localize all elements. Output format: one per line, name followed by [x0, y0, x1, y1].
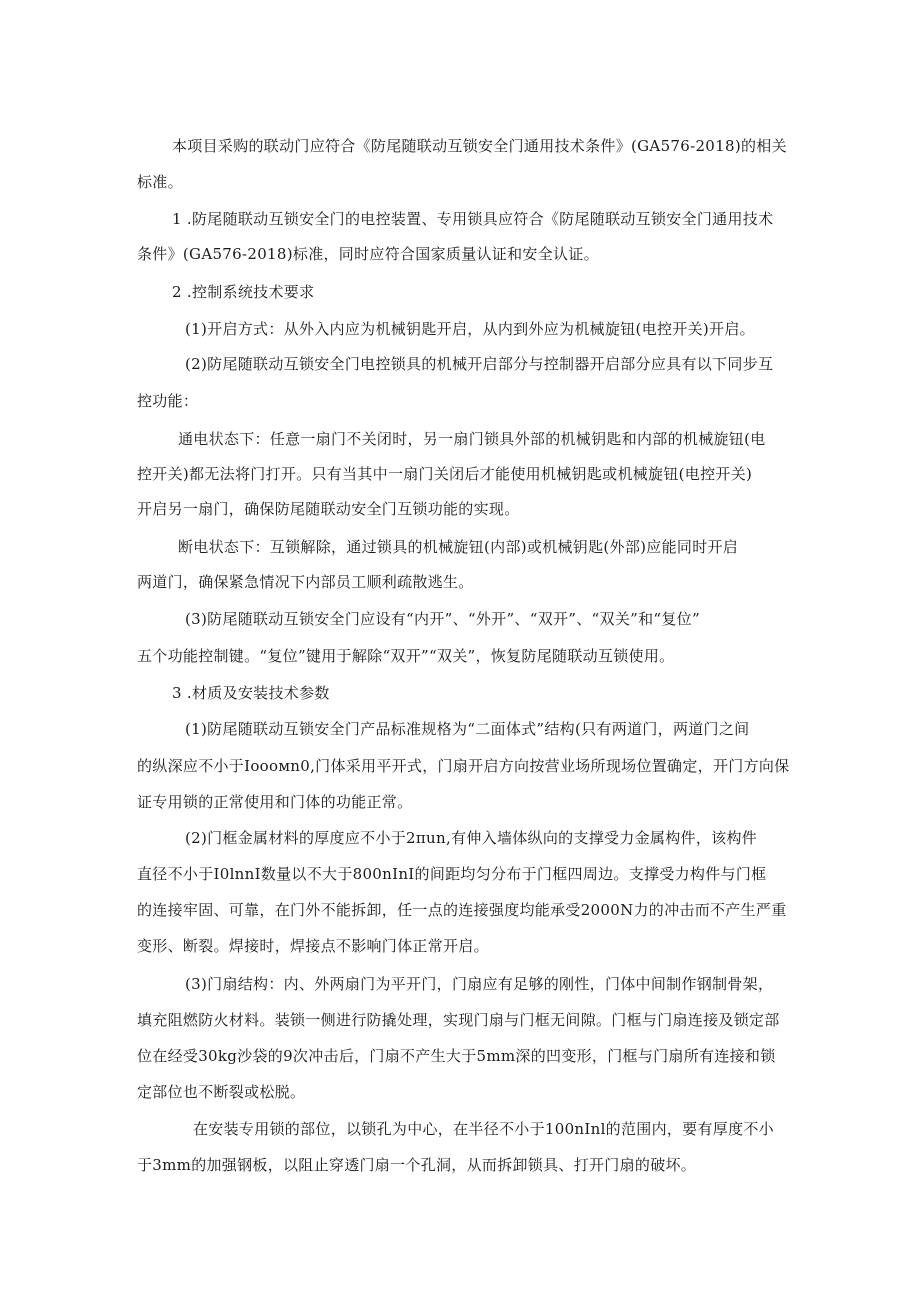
paragraph-intro-line-2: 标准。 — [137, 173, 183, 191]
powered-state-line-3: 开启另一扇门，确保防尾随联动安全门互锁功能的实现。 — [137, 500, 520, 518]
powered-state-line-2: 控开关)都无法将门打开。只有当其中一扇门关闭后才能使用机械钥匙或机械旋钮(电控开关) — [137, 465, 753, 483]
powered-state-line-1: 通电状态下：任意一扇门不关闭时，另一扇门锁具外部的机械钥匙和内部的机械旋钮(电 — [178, 430, 766, 448]
section-3-heading: 3 .材质及安装技术参数 — [172, 684, 330, 702]
item-3-2-line-4: 变形、断裂。焊接时，焊接点不影响门体正常开启。 — [137, 937, 489, 955]
item-3-2-line-3: 的连接牢固、可靠，在门外不能拆卸，任一点的连接强度均能承受2000N力的冲击而不产生严重 — [137, 901, 787, 919]
item-3-3-line-1: (3)门扇结构：内、外两扇门为平开门，门扇应有足够的刚性，门体中间制作钢制骨架， — [185, 975, 774, 993]
item-2-1-line-1: (1)开启方式：从外入内应为机械钥匙开启，从内到外应为机械旋钮(电控开关)开启。 — [185, 320, 755, 338]
item-2-2-line-1: (2)防尾随联动互锁安全门电控锁具的机械开启部分与控制器开启部分应具有以下同步互 — [185, 355, 774, 373]
section-2-heading: 2 .控制系统技术要求 — [172, 283, 315, 301]
item-2-3-line-1: (3)防尾随联动互锁安全门应设有“内开”、“外开”、“双开”、“双关”和“复位” — [185, 610, 700, 628]
unpowered-state-line-2: 两道门，确保紧急情况下内部员工顺利疏散逃生。 — [137, 573, 474, 591]
item-3-1-line-2: 的纵深应不小于Ioooмn0,门体采用平开式，门扇开启方向按营业场所现场位置确定，开门方向保 — [137, 757, 790, 775]
item-1-line-1: 1 .防尾随联动互锁安全门的电控装置、专用锁具应符合《防尾随联动互锁安全门通用技术 — [172, 210, 774, 228]
item-1-line-2: 条件》(GA576-2018)标准，同时应符合国家质量认证和安全认证。 — [137, 245, 599, 263]
unpowered-state-line-1: 断电状态下：互锁解除，通过锁具的机械旋钮(内部)或机械钥匙(外部)应能同时开启 — [178, 538, 739, 556]
item-3-3-line-4: 定部位也不断裂或松脱。 — [137, 1083, 306, 1101]
item-3-1-line-1: (1)防尾随联动互锁安全门产品标准规格为“二面体式”结构(只有两道门，两道门之间 — [185, 720, 750, 738]
lock-area-line-2: 于3mm的加强钢板，以阻止穿透门扇一个孔洞，从而拆卸锁具、打开门扇的破坏。 — [137, 1156, 697, 1174]
item-3-2-line-1: (2)门框金属材料的厚度应不小于2πun,有伸入墙体纵向的支撑受力金属构件，该构件 — [185, 829, 758, 847]
paragraph-intro-line-1: 本项目采购的联动门应符合《防尾随联动互锁安全门通用技术条件》(GA576-2018)的相关 — [172, 137, 787, 155]
item-2-2-line-2: 控功能： — [137, 392, 199, 410]
item-3-3-line-3: 位在经受30kg沙袋的9次冲击后，门扇不产生大于5mm深的凹变形，门框与门扇所有连接和锁 — [137, 1047, 776, 1065]
item-3-2-line-2: 直径不小于I0lnnI数量以不大于800nInI的间距均匀分布于门框四周边。支撑受力构件与门框 — [137, 865, 767, 883]
item-3-1-line-3: 证专用锁的正常使用和门体的功能正常。 — [137, 793, 413, 811]
item-2-3-line-2: 五个功能控制键。“复位”键用于解除“双开”“双关”，恢复防尾随联动互锁使用。 — [137, 647, 675, 665]
item-3-3-line-2: 填充阻燃防火材料。装锁一侧进行防撬处理，实现门扇与门框无间隙。门框与门扇连接及锁定部 — [137, 1011, 780, 1029]
lock-area-line-1: 在安装专用锁的部位，以锁孔为中心，在半径不小于100nInl的范围内，要有厚度不小 — [193, 1120, 774, 1138]
